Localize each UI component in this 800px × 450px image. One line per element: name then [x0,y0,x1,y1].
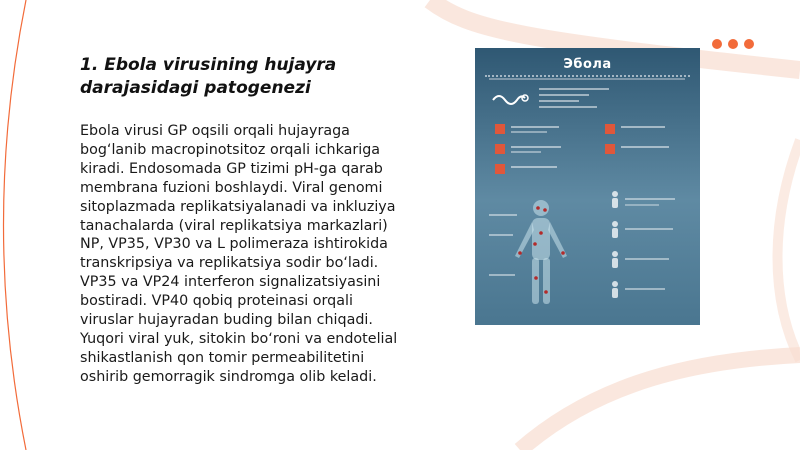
body-paragraph [80,122,420,387]
symptom-icon [495,164,505,174]
body-line: membrana fuzioni boshlaydi. Viral genomi [80,179,383,196]
symptom-icon [495,124,505,134]
title-line: darajasidagi patogenezi [80,78,311,98]
body-line: shikastlanish qon tomir permeabilitetini [80,349,365,366]
decorative-dots [712,39,754,49]
dot [728,39,738,49]
person-icon [612,191,618,197]
title-line: 1. Ebola virusining hujayra [80,55,337,75]
body-line: viruslar hujayradan buding bilan chiqadi. [80,312,373,329]
body-line: bog‘lanib macropinotsitoz orqali ichkariga [80,141,381,158]
human-body-icon [515,200,567,304]
body-line: Yuqori viral yuk, sitokin bo‘roni va endotelial [80,330,398,347]
body-line: kiradi. Endosomada GP tizimi pH-ga qarab [80,160,383,177]
symptom-icon [495,144,505,154]
body-line: NP, VP35, VP30 va L polimeraza ishtirokida [80,236,388,253]
slide-title [80,54,410,100]
dot [744,39,754,49]
dot [712,39,722,49]
body-line: oshirib gemorragik sindromga olib keladi. [80,368,377,385]
left-arc [4,0,27,450]
body-line: VP35 va VP24 interferon signalizatsiyasini [80,274,381,291]
body-line: transkripsiya va replikatsiya sodir bo‘ladi. [80,255,379,272]
virus-icon [493,96,525,104]
body-line: Ebola virusi GP oqsili orqali hujayraga [80,123,350,139]
poster-title: Эбола [563,57,612,72]
right-edge-arc [778,140,800,360]
body-line: sitoplazmada replikatsiyalanadi va inkluziya [80,198,396,215]
symptom-icon [605,144,615,154]
infographic-graphics [475,48,700,325]
bottom-right-arc [520,355,800,450]
ebola-infographic-image [475,48,700,325]
body-line: bostiradi. VP40 qobiq proteinasi orqali [80,293,353,310]
symptom-icon [605,124,615,134]
body-line: tanachalarda (viral replikatsiya markazlari) [80,217,388,234]
